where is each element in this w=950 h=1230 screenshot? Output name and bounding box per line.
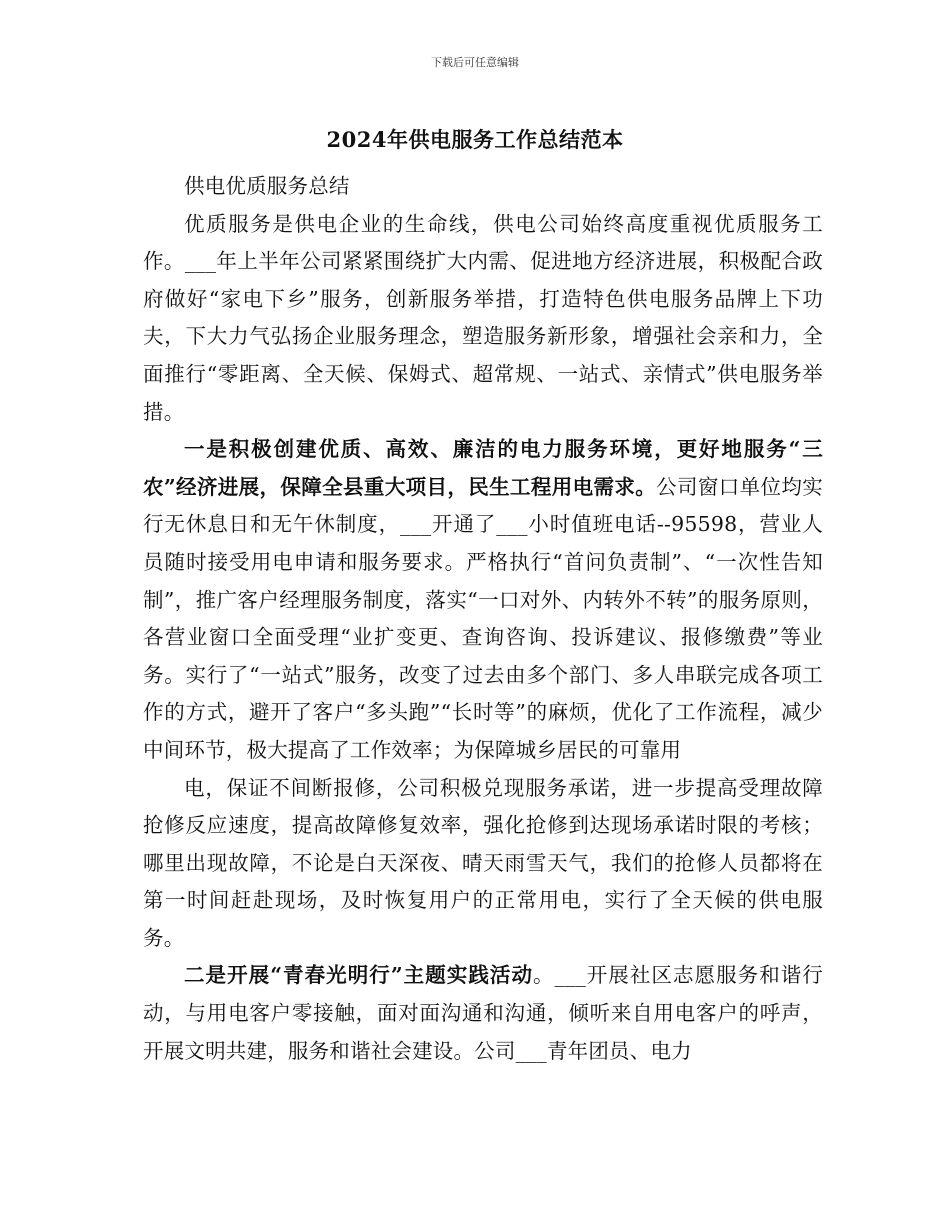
paragraph-3: 电，保证不间断报修，公司积极兑现服务承诺，进一步提高受理故障抢修反应速度，提高故障修复效率，强化抢修到达现场承诺时限的考核；哪里出现故障，不论是白天深夜、晴天雨雪天气，我们的抢修人员都将在第一时间赶赴现场，及时恢复用户的正常用电，实行了全天候的供电服务。: [143, 775, 823, 950]
document-title: 2024年供电服务工作总结范本: [326, 127, 624, 152]
paragraph-4-heading: 二是开展“青春光明行”主题实践活动: [184, 963, 533, 988]
paragraph-2: [143, 431, 823, 769]
paragraph-4: [143, 957, 823, 1070]
paragraph-1: 优质服务是供电企业的生命线，供电公司始终高度重视优质服务工作。___年上半年公司紧紧围绕扩大内需、促进地方经济进展，积极配合政府做好“家电下乡”服务，创新服务举措，打造特色供电服务品牌上下功夫，下大力气弘扬企业服务理念，塑造服务新形象，增强社会亲和力，全面推行“零距离、全天候、保姆式、超常规、一站式、亲情式”供电服务举措。: [143, 211, 823, 424]
document-body: [143, 168, 823, 1070]
paragraph-2-heading: 一是积极创建优质、高效、廉洁的电力服务环境，更好地服务“三农”经济进展，保障全县重大项目，民生工程用电需求。: [143, 437, 823, 499]
header-note: 下载后可任意编辑: [431, 56, 519, 69]
subtitle-paragraph: 供电优质服务总结: [184, 174, 350, 198]
paragraph-4-text: 。___开展社区志愿服务和谐行动，与用电客户零接触，面对面沟通和沟通，倾听来自用电客户的呼声，开展文明共建，服务和谐社会建设。公司___青年团员、电力: [143, 963, 823, 1063]
paragraph-2-text: 公司窗口单位均实行无休息日和无午休制度，___开通了___小时值班电话--95598，营业人员随时接受用电申请和服务要求。严格执行“首问负责制”、“一次性告知制”，推广客户经理服务制度，落实“一口对外、内转外不转”的服务原则，各营业窗口全面受理“业扩变更、查询咨询、投诉建议、报修缴费”等业务。实行了“一站式”服务，改变了过去由多个部门、多人串联完成各项工作的方式，避开了客户“多头跑”“长时等”的麻烦，优化了工作流程，减少中间环节，极大提高了工作效率；为保障城乡居民的可靠用: [143, 474, 823, 762]
